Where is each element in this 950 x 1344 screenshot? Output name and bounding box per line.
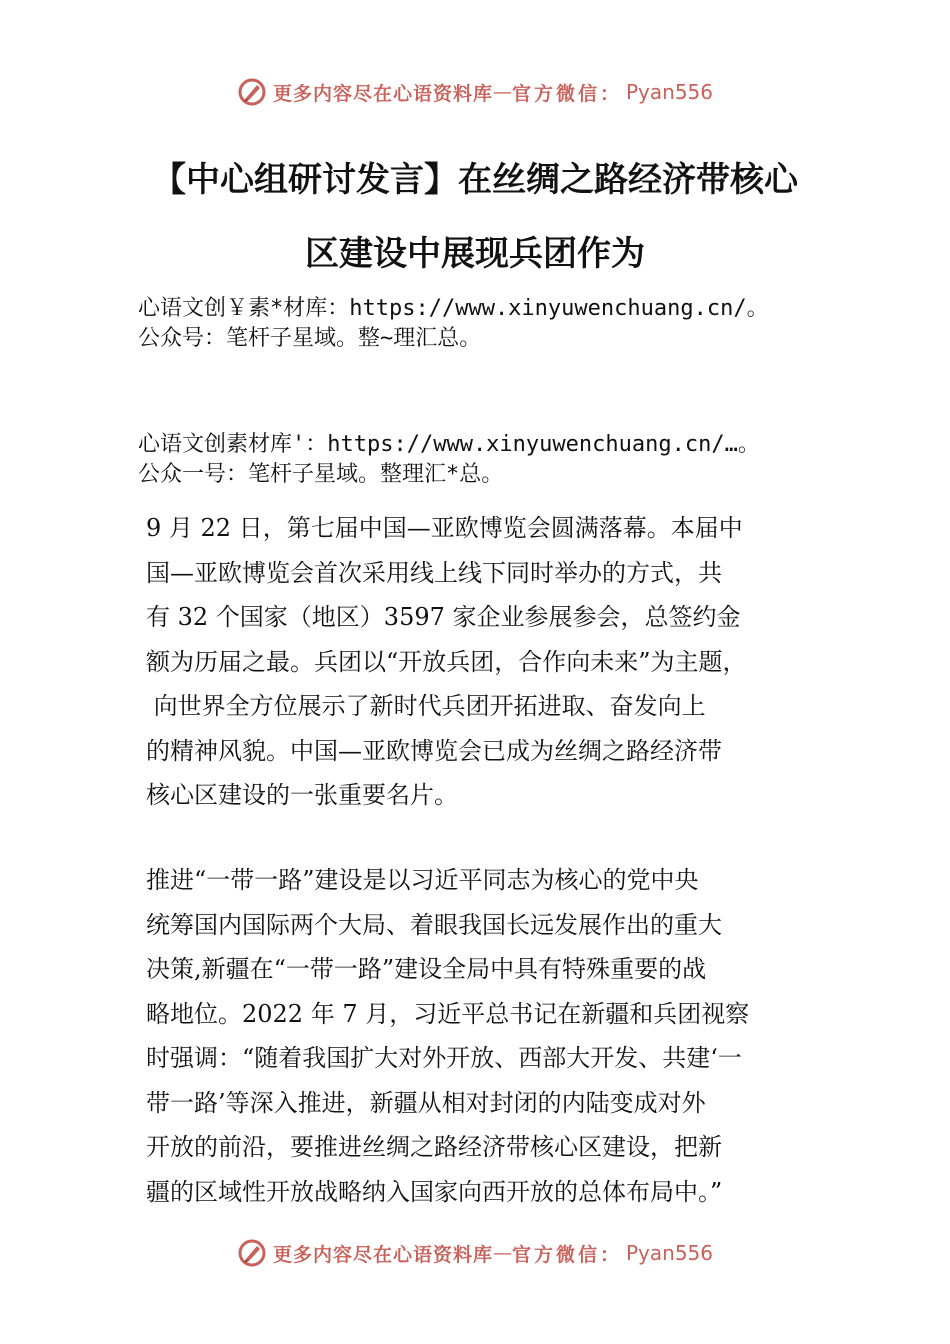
paragraph-line: 9 月 22 日，第七届中国—亚欧博览会圆满落幕。本届中 xyxy=(146,514,743,542)
paragraph-line: 额为历届之最。兵团以“开放兵团，合作向未来”为主题， xyxy=(146,647,747,676)
source-line: 公众号：笔杆子星域。整~理汇总。 xyxy=(138,326,482,351)
banner-contact-label: 官方微信： xyxy=(511,1243,622,1266)
paragraph-line: 统筹国内国际两个大局、着眼我国长远发展作出的重大 xyxy=(146,910,722,939)
source-line: 心语文创￥素*材库：https://www.xinyuwenchuang.cn/。 xyxy=(138,296,769,321)
source-line: 心语文创素材库'：https://www.xinyuwenchuang.cn/…。 xyxy=(138,432,760,457)
source-line: 公众一号：笔杆子星域。整理汇*总。 xyxy=(138,462,504,487)
banner-separator: — xyxy=(492,1242,512,1264)
document-title-line-2: 区建设中展现兵团作为 xyxy=(305,234,645,274)
banner-contact-id: Pyan556 xyxy=(626,1241,714,1265)
paragraph-line: 决策,新疆在“一带一路”建设全局中具有特殊重要的战 xyxy=(146,955,707,983)
paragraph-2 xyxy=(146,858,826,1214)
document-title-line-1: 【中心组研讨发言】在丝绸之路经济带核心 xyxy=(152,160,798,200)
banner-contact-label: 官方微信： xyxy=(511,82,622,105)
banner-contact-id: Pyan556 xyxy=(626,80,714,104)
paragraph-line: 疆的区域性开放战略纳入国家向西开放的总体布局中。” xyxy=(146,1177,723,1206)
source-block-1 xyxy=(138,294,769,354)
paragraph-line: 时强调：“随着我国扩大对外开放、西部大开发、共建‘一 xyxy=(146,1044,742,1072)
paragraph-line: 核心区建设的一张重要名片。 xyxy=(146,781,458,809)
paragraph-line: 的精神风貌。中国—亚欧博览会已成为丝绸之路经济带 xyxy=(146,736,722,765)
paragraph-line: 带一路’等深入推进，新疆从相对封闭的内陆变成对外 xyxy=(146,1088,706,1117)
header-banner xyxy=(0,72,950,112)
paragraph-line: 略地位。2022 年 7 月，习近平总书记在新疆和兵团视察 xyxy=(146,999,750,1028)
banner-text: 更多内容尽在心语资料库 xyxy=(272,1243,493,1266)
paragraph-line: 开放的前沿，要推进丝绸之路经济带核心区建设，把新 xyxy=(146,1133,722,1161)
paragraph-line: 有 32 个国家（地区）3597 家企业参展参会，总签约金 xyxy=(146,603,741,631)
pen-logo-icon xyxy=(237,77,267,107)
pen-logo-icon xyxy=(237,1238,267,1268)
banner-separator: — xyxy=(492,81,512,103)
paragraph-1 xyxy=(146,506,826,818)
source-block-2 xyxy=(138,430,760,490)
footer-banner xyxy=(0,1233,950,1273)
paragraph-line: 推进“一带一路”建设是以习近平同志为核心的党中央 xyxy=(146,866,699,894)
paragraph-line: 向世界全方位展示了新时代兵团开拓进取、奋发向上 xyxy=(146,692,706,720)
paragraph-line: 国—亚欧博览会首次采用线上线下同时举办的方式，共 xyxy=(146,558,722,587)
banner-text: 更多内容尽在心语资料库 xyxy=(272,82,493,105)
